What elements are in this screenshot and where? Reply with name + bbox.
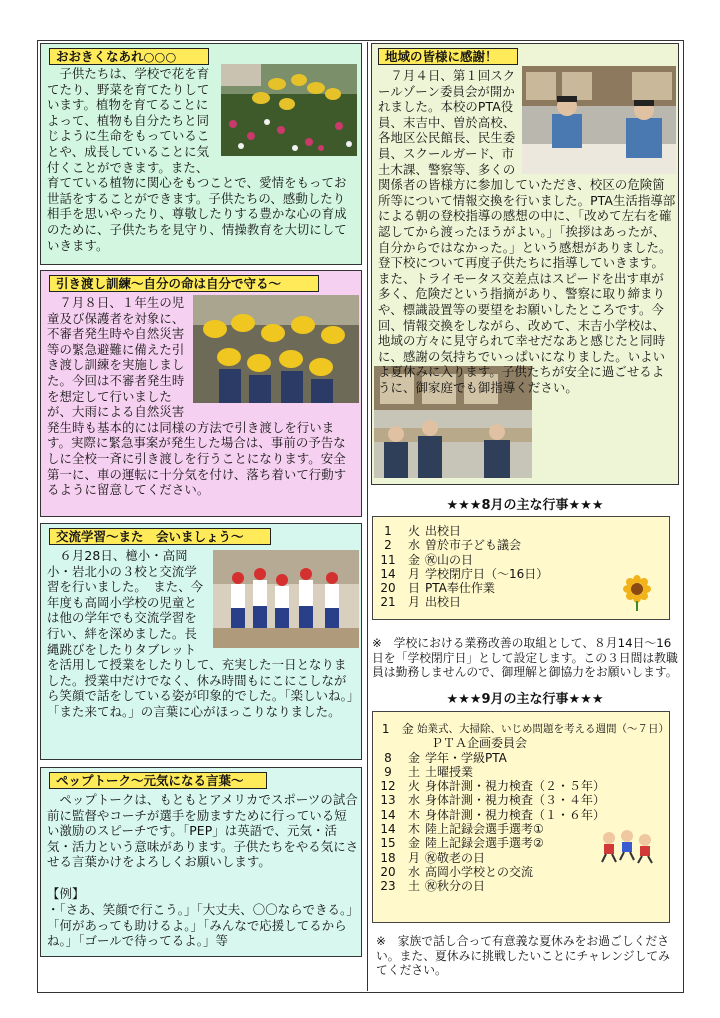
section-exchange-body: ６月28日、檍小・高岡小・岩北小の３校と交流学習を行いました。 また、今年度も高岡小学校の児童とは他の学年でも交流学習を行い、絆を深めました。長縄跳びをしたりタブレットを活用して授業をしたりして、充実した一日となりました。授業中だけでなく、休み時間もにこにこしながら笑顔で話をしている姿が印象的でした。「楽しいね。」「また来てね。」の言葉に心がほっこりなりました。 [47,548,357,720]
event-day: 14 [380,822,396,837]
column-divider [367,42,368,991]
event-day: 20 [380,581,396,596]
event-name: ㊗敬老の日 [425,850,486,865]
august-event-row [373,524,669,538]
event-day: 15 [380,836,396,851]
event-day: 1 [381,722,390,736]
sunflower-icon [621,575,653,615]
photo-wrap-spacer [205,548,357,648]
september-event-row [373,779,669,793]
section-thanks-title: 地域の皆様に感謝！ [378,48,518,65]
event-weekday: 金 [407,750,420,765]
section-peptalk [40,767,362,957]
event-name: PTA奉仕作業 [425,581,495,596]
event-day: 2 [384,538,392,553]
event-name: 曽於市子ども議会 [425,538,522,553]
august-title: ★★★8月の主な行事★★★ [446,498,604,513]
section-growing-title: おおきくなあれ○○○ [49,48,209,65]
event-name: ㊗山の日 [425,552,474,567]
event-weekday: 水 [407,793,420,808]
section-exchange [40,523,362,760]
september-event-row [373,793,669,807]
september-event-row [373,879,669,893]
section-handover-title: 引き渡し訓練～自分の命は自分で守る～ [49,275,319,292]
event-day: 12 [380,779,396,794]
event-name: 始業式、大掃除、いじめ問題を考える週間（～７日） [417,723,669,735]
event-name: 陸上記録会選手選考② [425,836,544,851]
section-thanks [371,43,679,485]
section-peptalk-title: ペップトーク～元気になる言葉～ [49,772,267,789]
september-note: ※ 家族で話し合って有意義な夏休みをお過ごしください。また、夏休みに挑戦したいことにチャレンジしてみてください。 [376,934,670,977]
section-handover [40,270,362,517]
section-peptalk-example-label: 【例】 [47,886,85,901]
event-name: 高岡小学校との交流 [425,864,534,879]
event-weekday: 月 [407,595,420,610]
event-weekday: 月 [407,850,420,865]
section-handover-body: ７月８日、１年生の児童及び保護者を対象に、不審者発生時や自然災害等の緊急避難に備えた引き渡し訓練を実施しました。今回は不審者発生時を想定して行いましたが、大雨による自然災害発生時も基本的には同様の方法で引き渡しを行います。実際に緊急事案が発生した場合は、事前の予告なしに全校一斉に引き渡しを行うことになります。安全第一に、車の運転に十分気を付け、落ち着いて行動するように留意してください。 [47,295,357,498]
event-day [373,736,403,750]
event-weekday: 金 [407,836,420,851]
event-weekday: 月 [407,566,420,581]
event-weekday: 木 [407,807,420,822]
event-day: 18 [380,850,396,865]
event-name: ＰＴＡ企画委員会 [431,736,528,751]
running-children-icon [599,828,661,868]
event-weekday: 土 [407,764,420,779]
september-event-row [373,751,669,765]
section-peptalk-example: ・「さあ、笑顔で行こう。」「大丈夫、〇〇ならできる。」「何があっても助けるよ。」「みんなで応援してるからね。」「ゴールで待ってるよ。」等 [47,902,359,949]
event-day: 14 [380,807,396,822]
event-weekday: 水 [407,538,420,553]
event-name: 学年・学級PTA [425,750,507,765]
section-growing [40,43,362,265]
photo-wrap-spacer [185,295,357,405]
august-event-row [373,538,669,552]
event-day: 8 [384,750,392,765]
event-name: 学校閉庁日（～16日） [425,566,549,581]
event-name: 身体計測・視力検査（２・５年） [425,779,606,794]
section-growing-body: 子供たちは、学校で花を育てたり、野菜を育てたりしています。植物を育てることによって、植物も自分たちと同じように生命をもっていることや、成長していることに気付くことができます。また、育てている植物に関心をもつことで、愛情をもってお世話をすることができます。子供たちの、感動したり相手を思いやったり、尊敬したりする豊かな心の育成のために、子供たちを見守り、情操教育を大切にしていきます。 [47,66,357,253]
september-event-row [373,808,669,822]
september-event-row [373,722,669,736]
event-name: 土曜授業 [425,764,474,779]
event-name: 身体計測・視力検査（３・４年） [425,793,606,808]
event-weekday: 木 [407,822,420,837]
event-day: 13 [380,793,396,808]
august-note: ※ 学校における業務改善の取組として、８月14日～16日を「学校閉庁日」として設定します。この３日間は教職員は勤務しませんので、御理解と御協力をお願いします。 [372,636,678,679]
section-peptalk-body: ペップトークは、もともとアメリカでスポーツの試合前に監督やコーチが選手を励ますために行っている短い激励のスピーチです。「PEP」は英語で、元気・活気・活力という意味があります。子供たちをやる気にさせる言葉かけをよろしくお願いします。 [47,792,359,870]
photo-wrap-spacer [516,68,676,176]
event-weekday: 水 [407,864,420,879]
september-event-row [373,765,669,779]
photo-wrap-spacer [215,66,357,160]
august-event-row [373,553,669,567]
event-name: 出校日 [425,524,462,538]
event-day: 9 [384,764,392,779]
event-weekday: 日 [407,581,420,596]
event-name: 陸上記録会選手選考① [425,822,544,837]
event-weekday: 金 [407,552,420,567]
event-weekday [403,736,425,750]
event-weekday: 火 [407,779,420,794]
september-event-row [373,736,669,750]
event-day: 23 [380,879,396,894]
event-day: 20 [380,864,396,879]
event-weekday: 金 [401,722,414,736]
event-name: 身体計測・視力検査（１・６年） [425,807,606,822]
event-weekday: 火 [407,524,420,538]
event-name: 出校日 [425,595,462,610]
august-table [372,516,670,620]
event-weekday: 土 [407,879,420,894]
section-thanks-body: ７月４日、第１回スクールゾーン委員会が開かれました。本校のPTA役員、末吉中、曽於高校、各地区公民館長、民生委員、スクールガード、市土木課、警察等、多くの関係者の皆様方に参加していただき、校区の危険箇所等について情報交換を行いました。PTA生活指導部による朝の登校指導の感想の中に、「改めて左右を確認してから渡ったほうがよい。」「挨拶はあったが、自分からではなかった。」という感想がありました。登下校について再度子供たちに指導していきます。また、トライモータス交差点はスピードを出す車が多く、危険だという指摘があり、警察に取り締まりや、標識設置等の要望をお願いしたところです。今回、情報交換をしながら、改めて、末吉小学校は、地域の方々に見守られて幸せだなあと感じたと同時に、感謝の気持ちでいっぱいになりました。いよいよ夏休みに入ります。子供たちが安全に過ごせるように、御家庭でも御指導ください。 [378,68,676,395]
event-day: 1 [384,524,392,538]
event-day: 14 [380,566,396,581]
event-day: 11 [380,552,396,567]
september-title: ★★★9月の主な行事★★★ [446,692,604,707]
event-name: ㊗秋分の日 [425,879,486,894]
event-day: 21 [380,595,396,610]
september-table [372,711,670,923]
section-exchange-title: 交流学習～また 会いましょう～ [49,528,271,545]
